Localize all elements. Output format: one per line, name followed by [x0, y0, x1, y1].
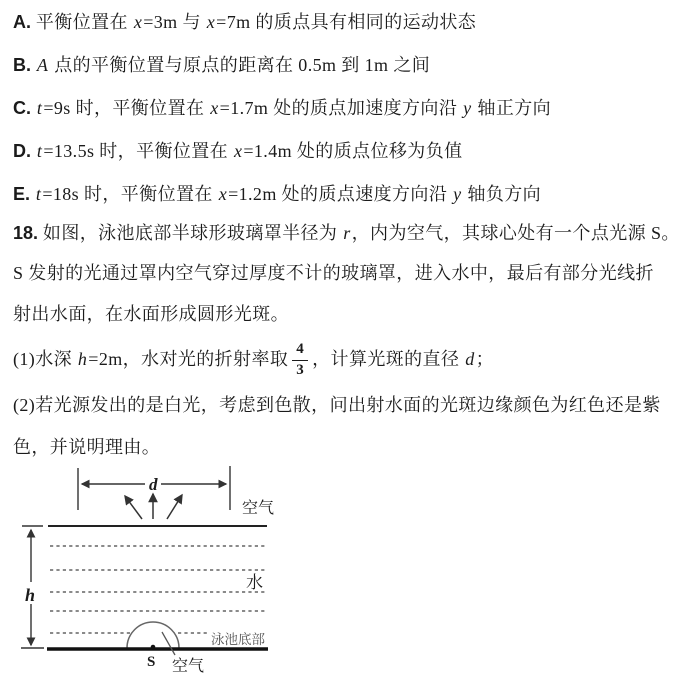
text-line: 射出水面，在水面形成圆形光斑。: [13, 304, 289, 324]
air-top-label: 空气: [242, 500, 275, 517]
fraction: $\frac{4}{3}$: [292, 341, 308, 379]
text-line: 18. 如图，泳池底部半球形玻璃罩半径为 r，内为空气，其球心处有一个点光源 S。: [13, 223, 680, 243]
optics-diagram: [15, 460, 290, 695]
text-line: (2)若光源发出的是白光，考虑到色散，问出射水面的光斑边缘颜色为红色还是紫: [13, 395, 661, 415]
light-ray-left: [125, 496, 142, 519]
light-source-label: S: [147, 654, 156, 670]
text-line: 色，并说明理由。: [13, 437, 161, 457]
water-label: 水: [246, 573, 263, 592]
glass-dome: [127, 622, 179, 648]
light-ray-right: [167, 495, 182, 519]
text-line: (1)水深 h =2m，水对光的折射率取 $\frac{4}{3}$ ，计算光斑的直径 d ；: [13, 341, 495, 378]
text-line: S 发射的光通过罩内空气穿过厚度不计的玻璃罩，进入水中，最后有部分光线折: [13, 263, 654, 283]
text-line: A. 平衡位置在 x=3m 与 x=7m 的质点具有相同的运动状态: [13, 12, 477, 32]
light-source-dot: [151, 645, 156, 650]
text-line: E. t=18s 时，平衡位置在 x=1.2m 处的质点速度方向沿 y 轴负方向: [13, 184, 542, 204]
water-dashed-lines: [50, 546, 267, 633]
pool-bottom-label: 泳池底部: [211, 632, 265, 647]
d-dimension-label: d: [149, 475, 158, 494]
air-bottom-label: 空气: [172, 658, 205, 675]
text-line: B. A 点的平衡位置与原点的距离在 0.5m 到 1m 之间: [13, 55, 431, 75]
text-line: C. t=9s 时，平衡位置在 x=1.7m 处的质点加速度方向沿 y 轴正方向: [13, 98, 552, 118]
h-dimension-label: h: [25, 585, 36, 605]
text-line: D. t=13.5s 时，平衡位置在 x=1.4m 处的质点位移为负值: [13, 141, 463, 161]
